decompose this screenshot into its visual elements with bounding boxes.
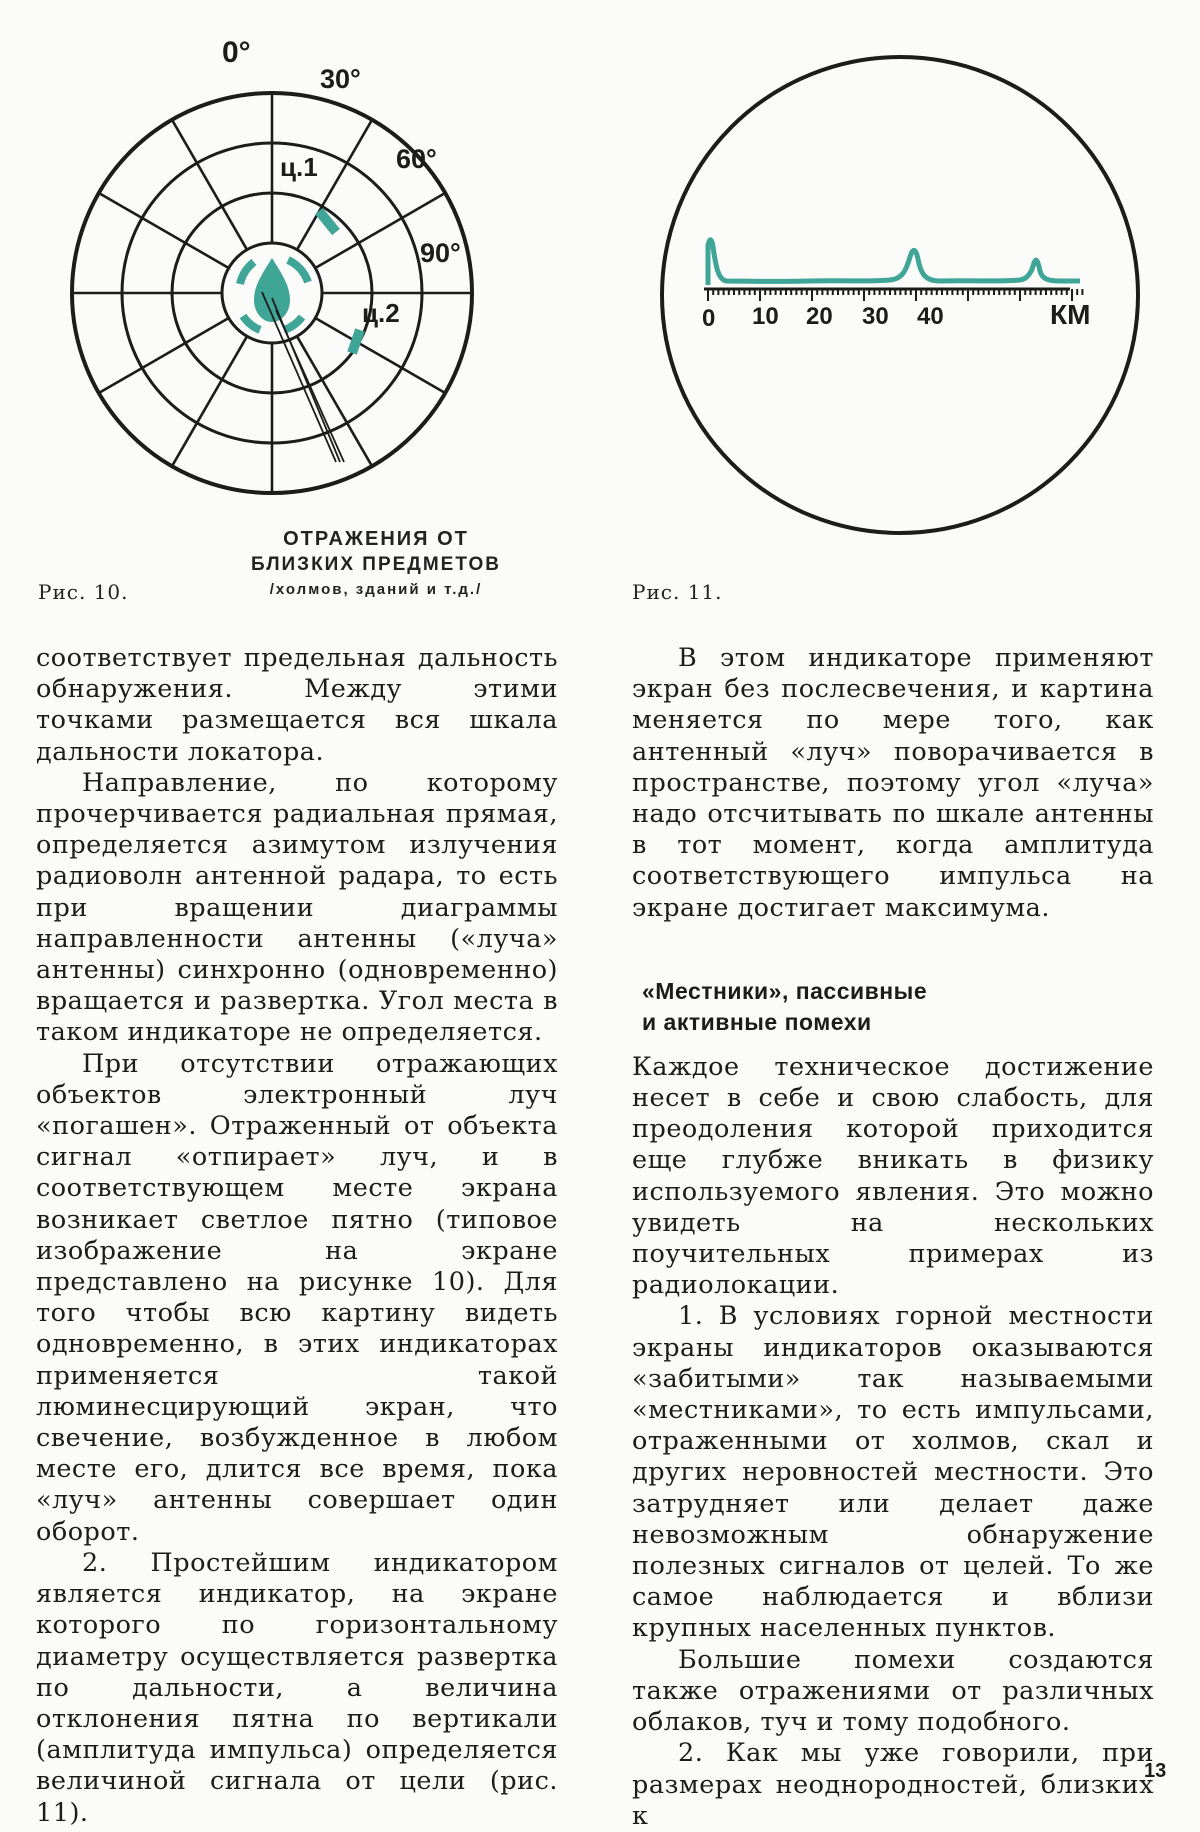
left-text-column bbox=[36, 643, 558, 1829]
scale-label-0: 0 bbox=[702, 305, 716, 332]
figure-11-a-scope-display bbox=[640, 35, 1160, 555]
target-2-label: ц.2 bbox=[362, 298, 400, 328]
azimuth-spoke bbox=[99, 193, 229, 268]
scale-unit: КМ bbox=[1050, 299, 1091, 330]
signal-trace bbox=[708, 240, 1080, 285]
paragraph: 2. Как мы уже говорили, при размерах неоднородностей, близких к bbox=[632, 1738, 1154, 1831]
angle-label-90: 90° bbox=[420, 238, 461, 268]
paragraph: При отсутствии отражающих объектов электронный луч «погашен». Отраженный от объекта сигнал «отпирает» луч, и в соответствующем месте экрана возникает светлое пятно (типовое изображение на экране представлено на рисунке 10). Для того чтобы всю картину видеть одновременно, в этих индикаторах применяется такой люминесцирующий экран, что свечение, возбужденное в любом месте его, длится все время, пока «луч» антенны совершает один оборот. bbox=[36, 1048, 558, 1547]
heading-line-2: и активные помехи bbox=[642, 1008, 872, 1035]
note-line-3: /холмов, зданий и т.д./ bbox=[269, 581, 483, 598]
heading-line-1: «Местники», пассивные bbox=[642, 977, 928, 1004]
angle-label-30: 30° bbox=[320, 64, 361, 94]
figure-11-caption: Рис. 11. bbox=[632, 580, 723, 604]
right-text-column bbox=[632, 643, 1154, 1832]
scale-label-30: 30 bbox=[862, 303, 889, 330]
scale-label-40: 40 bbox=[917, 303, 944, 330]
paragraph: 1. В условиях горной местности экраны индикаторов оказываются «забитыми» так называемыми «местниками», то есть импульсами, отраженными от холмов, скал и других неровностей местности. Это затрудняет или делает даже невозможным обнаружение полезных сигналов от целей. То же самое наблюдается и вблизи крупных населенных пунктов. bbox=[632, 1301, 1154, 1644]
scale-label-20: 20 bbox=[806, 303, 833, 330]
angle-label-0: 0° bbox=[222, 36, 251, 69]
page-number: 13 bbox=[1144, 1760, 1167, 1782]
target-2-echo bbox=[352, 330, 360, 353]
azimuth-spoke bbox=[99, 318, 229, 393]
figure-10-note bbox=[196, 526, 556, 602]
paragraph: Направление, по которому прочерчивается радиальная прямая, определяется азимутом излучения радиоволн антенной радара, то есть при вращении диаграммы направленности антенны («луча» антенны) синхронно (одновременно) вращается и развертка. Угол места в таком индикаторе не определяется. bbox=[36, 767, 558, 1048]
paragraph: Большие помехи создаются также отражениями от различных облаков, туч и тому подобного. bbox=[632, 1644, 1154, 1738]
section-heading bbox=[642, 976, 1154, 1038]
azimuth-spoke bbox=[172, 336, 247, 466]
scale-label-10: 10 bbox=[752, 303, 779, 330]
target-1-label: ц.1 bbox=[280, 152, 318, 182]
paragraph: соответствует предельная дальность обнаружения. Между этими точками размещается вся шкала дальности локатора. bbox=[36, 643, 558, 767]
azimuth-spoke bbox=[172, 120, 247, 250]
note-line-1: ОТРАЖЕНИЯ ОТ bbox=[283, 528, 469, 550]
azimuth-spoke bbox=[315, 318, 445, 393]
paragraph: 2. Простейшим индикатором является индикатор, на экране которого по горизонтальному диаметру осуществляется развертка по дальности, а величина отклонения пятна по вертикали (амплитуда импульса) определяется величиной сигнала от цели (рис. 11). bbox=[36, 1547, 558, 1828]
paragraph: Каждое техническое достижение несет в себе и свою слабость, для преодоления которой приходится еще глубже вникать в физику используемого явления. Это можно увидеть на нескольких поучительных примерах из радиолокации. bbox=[632, 1051, 1154, 1301]
note-line-2: БЛИЗКИХ ПРЕДМЕТОВ bbox=[251, 554, 501, 575]
figure-10-caption: Рис. 10. bbox=[38, 580, 129, 604]
angle-label-60: 60° bbox=[396, 144, 437, 174]
figure-10-ppi-display bbox=[40, 30, 560, 520]
paragraph: В этом индикаторе применяют экран без послесвечения, и картина меняется по мере того, как антенный «луч» поворачивается в пространстве, поэтому угол «луча» надо отсчитывать по шкале антенны в тот момент, когда амплитуда соответствующего импульса на экране достигает максимума. bbox=[632, 643, 1154, 923]
